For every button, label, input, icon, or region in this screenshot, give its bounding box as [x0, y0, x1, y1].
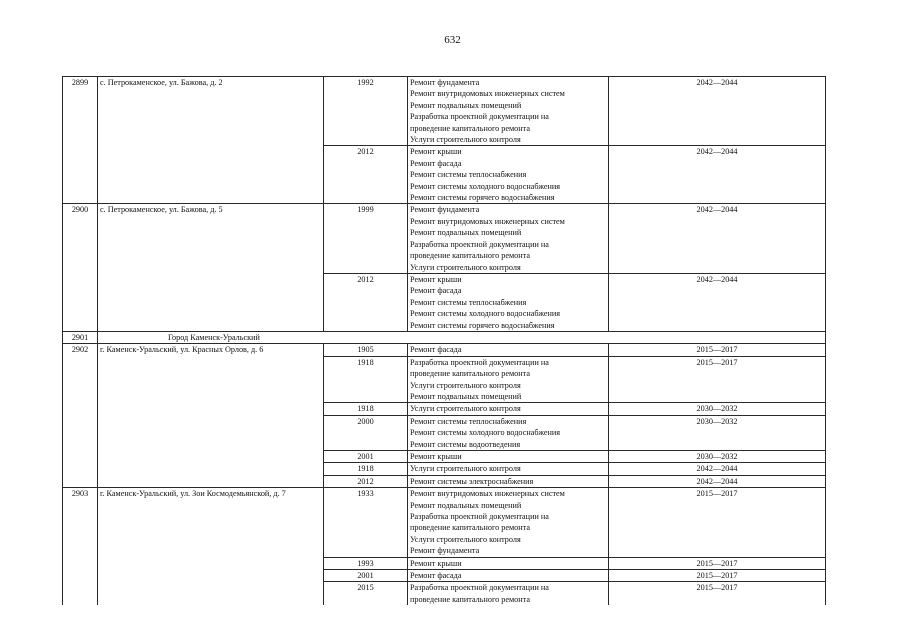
work-item: Ремонт системы теплоснабжения — [410, 297, 527, 307]
work-item: Услуги строительного контроля — [410, 464, 521, 474]
period-cell: 2030—2032 — [609, 415, 826, 450]
work-item: Ремонт крыши — [410, 147, 462, 157]
works-cell — [408, 570, 609, 582]
work-item: Услуги строительного контроля — [410, 404, 521, 414]
works-cell — [408, 557, 609, 569]
work-item: Ремонт подвальных помещений — [410, 100, 522, 110]
work-item: проведение капитального ремонта — [410, 251, 530, 261]
works-cell — [408, 146, 609, 204]
page-number: 632 — [444, 34, 461, 46]
year-cell: 1918 — [324, 356, 408, 403]
work-item: Ремонт системы теплоснабжения — [410, 416, 527, 426]
year-cell: 2001 — [324, 570, 408, 582]
table-row — [63, 204, 826, 273]
period-cell: 2042—2044 — [609, 77, 826, 146]
work-item: Ремонт системы горячего водоснабжения — [410, 193, 555, 203]
row-number: 2899 — [63, 77, 98, 204]
row-number: 2903 — [63, 488, 98, 606]
work-item: Услуги строительного контроля — [410, 135, 521, 145]
year-cell: 1999 — [324, 204, 408, 273]
row-number: 2901 — [63, 331, 98, 343]
year-cell: 1905 — [324, 344, 408, 356]
work-item: Ремонт фасада — [410, 571, 462, 581]
work-item: Ремонт крыши — [410, 452, 462, 461]
work-item: Ремонт внутридомовых инженерных систем — [410, 489, 565, 499]
work-item: Разработка проектной документации на — [410, 357, 549, 367]
row-number: 2900 — [63, 204, 98, 331]
works-cell — [408, 344, 609, 356]
work-item: Услуги строительного контроля — [410, 262, 521, 272]
table-row — [63, 488, 826, 557]
work-item: проведение капитального ремонта — [410, 523, 530, 533]
works-cell — [408, 403, 609, 415]
period-cell: 2015—2017 — [609, 557, 826, 569]
work-item: проведение капитального ремонта — [410, 369, 530, 379]
row-number: 2902 — [63, 344, 98, 488]
period-cell: 2042—2044 — [609, 273, 826, 331]
year-cell: 2012 — [324, 273, 408, 331]
year-cell: 2012 — [324, 475, 408, 487]
work-item: Ремонт фасада — [410, 345, 462, 355]
work-item: Ремонт системы горячего водоснабжения — [410, 320, 555, 330]
period-cell: 2015—2017 — [609, 356, 826, 403]
year-cell: 2001 — [324, 451, 408, 463]
work-item: Ремонт системы электроснабжения — [410, 476, 534, 486]
work-item: Ремонт внутридомовых инженерных систем — [410, 89, 565, 99]
period-cell: 2015—2017 — [609, 488, 826, 557]
work-item: Ремонт подвальных помещений — [410, 228, 522, 238]
period-cell: 2042—2044 — [609, 204, 826, 273]
capital-repair-table — [62, 76, 826, 605]
works-cell — [408, 77, 609, 146]
year-cell: 2012 — [324, 146, 408, 204]
address-cell: г. Каменск-Уральский, ул. Красных Орлов, д. 6 — [98, 344, 324, 488]
works-cell — [408, 204, 609, 273]
year-cell: 1933 — [324, 488, 408, 557]
work-item: Услуги строительного контроля — [410, 534, 521, 544]
work-item: Ремонт фундамента — [410, 78, 480, 87]
works-cell — [408, 475, 609, 487]
period-cell: 2030—2032 — [609, 403, 826, 415]
work-item: Ремонт системы холодного водоснабжения — [410, 428, 561, 438]
work-item: Ремонт системы холодного водоснабжения — [410, 309, 561, 319]
period-cell: 2042—2044 — [609, 463, 826, 475]
works-cell — [408, 356, 609, 403]
work-item: Разработка проектной документации на — [410, 583, 549, 593]
work-item: Ремонт фундамента — [410, 546, 480, 556]
work-item: Разработка проектной документации на — [410, 512, 549, 522]
address-cell: г. Каменск-Уральский, ул. Зои Космодемьянской, д. 7 — [98, 488, 324, 606]
work-item: проведение капитального ремонта — [410, 123, 530, 133]
table-row — [63, 344, 826, 356]
work-item: Ремонт крыши — [410, 274, 462, 284]
work-item: Разработка проектной документации на — [410, 239, 549, 249]
work-item: Ремонт фундамента — [410, 205, 480, 215]
work-item: Разработка проектной документации на — [410, 112, 549, 122]
work-item: Ремонт подвальных помещений — [410, 500, 522, 510]
table-row — [63, 77, 826, 146]
year-cell: 2000 — [324, 415, 408, 450]
period-cell: 2042—2044 — [609, 146, 826, 204]
work-item: Ремонт крыши — [410, 558, 462, 568]
city-heading: Город Каменск-Уральский — [98, 331, 826, 343]
address-cell: с. Петрокаменское, ул. Бажова, д. 2 — [98, 77, 324, 204]
year-cell: 2015 — [324, 582, 408, 605]
works-cell — [408, 488, 609, 557]
table-row — [63, 331, 826, 343]
work-item: Ремонт системы теплоснабжения — [410, 170, 527, 180]
works-cell — [408, 582, 609, 605]
year-cell: 1918 — [324, 463, 408, 475]
period-cell: 2042—2044 — [609, 475, 826, 487]
period-cell: 2015—2017 — [609, 344, 826, 356]
work-item: Ремонт фасада — [410, 158, 462, 168]
work-item: Ремонт системы холодного водоснабжения — [410, 181, 561, 191]
works-cell — [408, 451, 609, 463]
address-cell: с. Петрокаменское, ул. Бажова, д. 5 — [98, 204, 324, 331]
work-item: Ремонт системы водоотведения — [410, 439, 521, 449]
table-body — [63, 77, 826, 606]
year-cell: 1992 — [324, 77, 408, 146]
work-item: Ремонт фасада — [410, 286, 462, 296]
period-cell: 2015—2017 — [609, 582, 826, 605]
works-cell — [408, 273, 609, 331]
work-item: Услуги строительного контроля — [410, 380, 521, 390]
work-item: Ремонт внутридомовых инженерных систем — [410, 216, 565, 226]
year-cell: 1993 — [324, 557, 408, 569]
work-item: проведение капитального ремонта — [410, 594, 530, 604]
works-cell — [408, 463, 609, 475]
period-cell: 2030—2032 — [609, 451, 826, 463]
works-cell — [408, 415, 609, 450]
period-cell: 2015—2017 — [609, 570, 826, 582]
year-cell: 1918 — [324, 403, 408, 415]
work-item: Ремонт подвальных помещений — [410, 391, 522, 401]
